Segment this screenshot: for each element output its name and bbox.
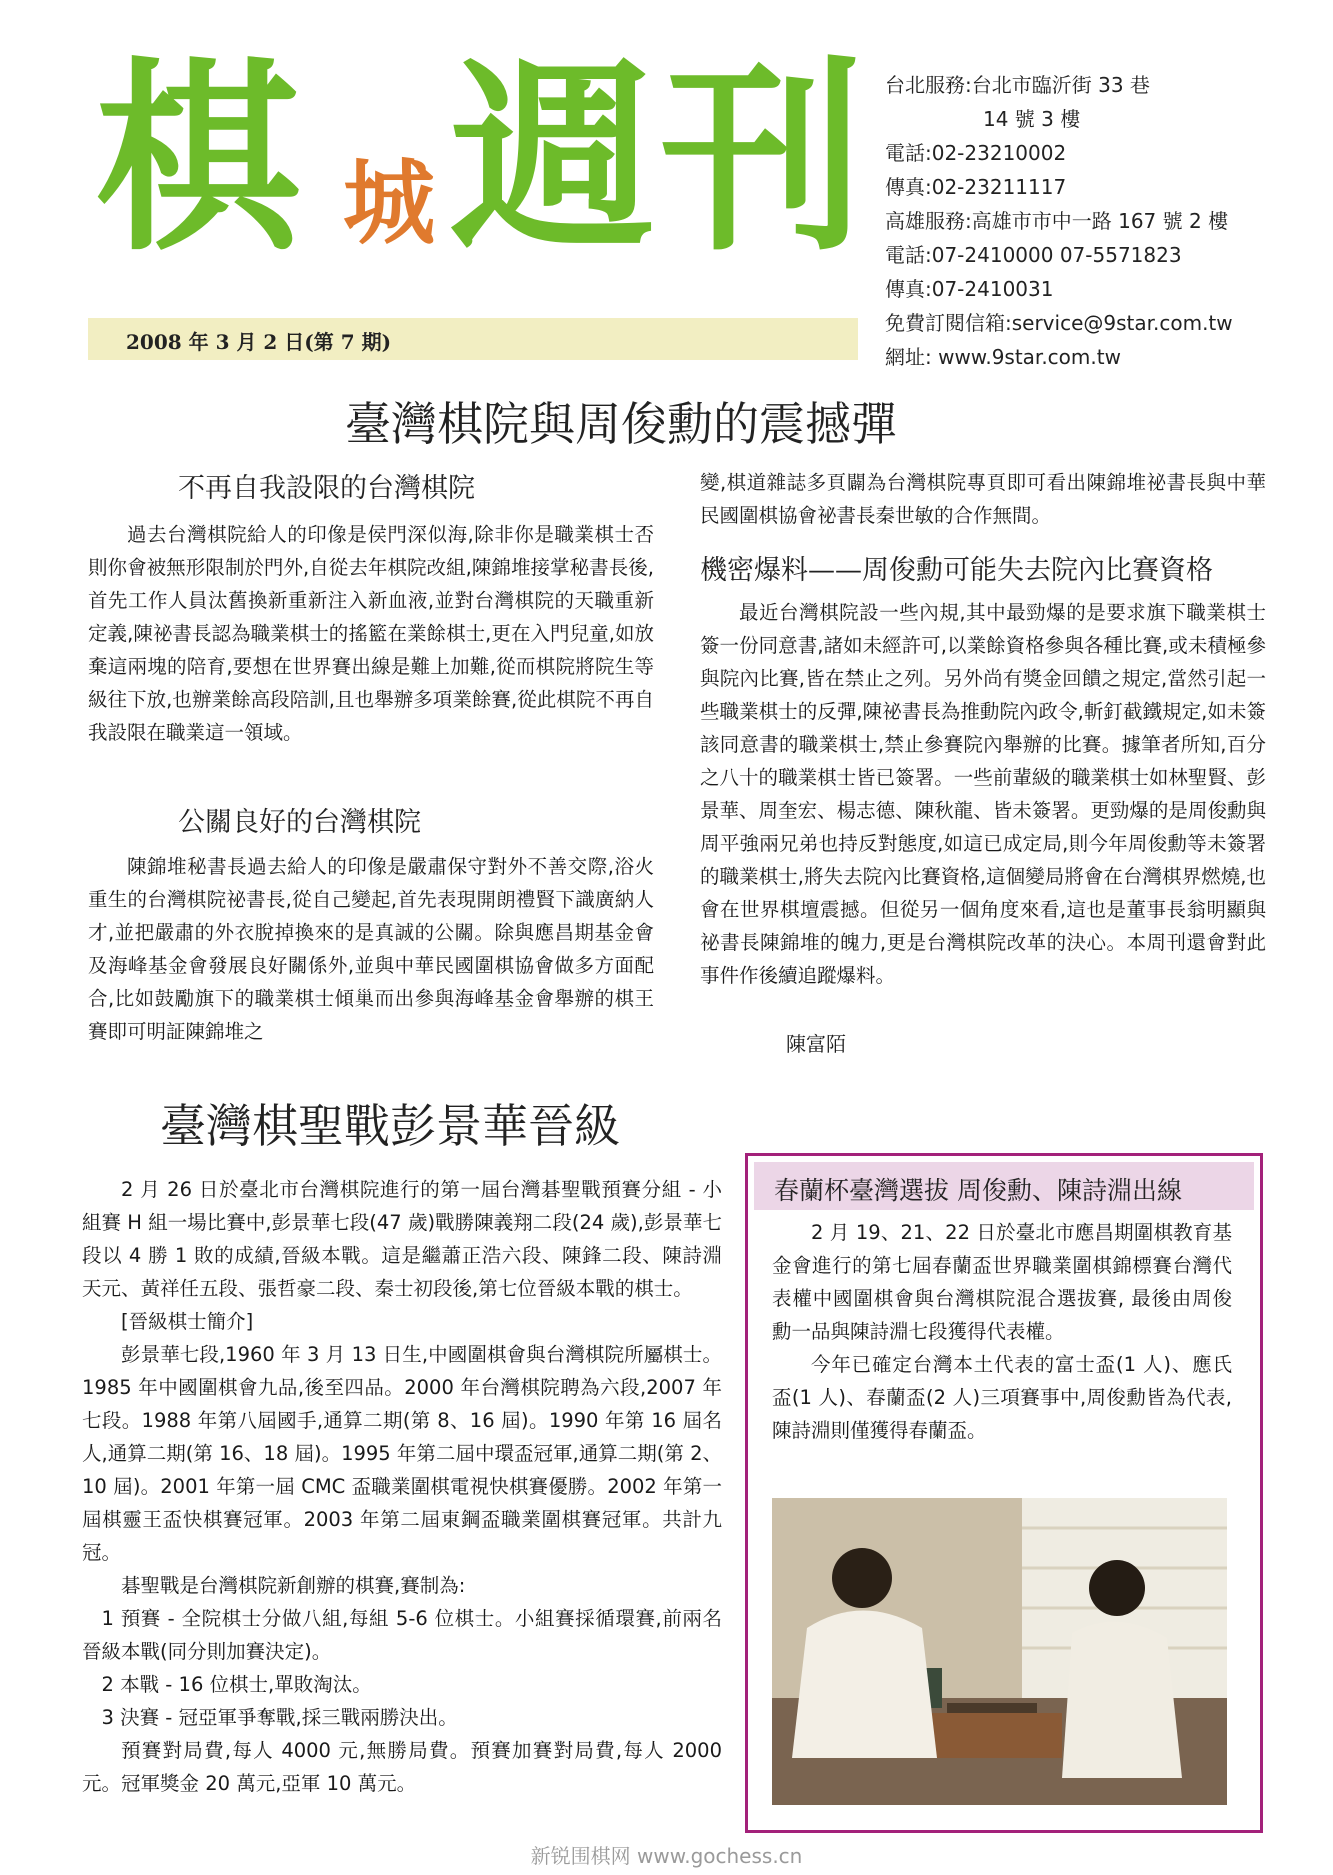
sidebar-box [745,1153,1263,1833]
contact-email[interactable]: 免費訂閱信箱:service@9star.com.tw [885,311,1233,335]
article1-col-right-a [700,466,1266,532]
article1-headline: 臺灣棋院與周俊勳的震撼彈 [345,397,897,451]
masthead-logo [95,41,865,298]
list-item: 3 決賽 - 冠亞軍爭奪戰,採三戰兩勝決出。 [101,1706,458,1729]
contact-line: 台北服務:台北市臨沂街 33 巷 [885,73,1150,97]
sidebar-title: 春蘭杯臺灣選拔 周俊勳、陳詩淵出線 [774,1176,1182,1205]
paragraph: 碁聖戰是台灣棋院新創辦的棋賽,賽制為: [121,1574,466,1597]
footer-watermark: 新锐围棋网 www.gochess.cn [530,1844,803,1868]
paragraph: 陳錦堆秘書長過去給人的印像是嚴肅保守對外不善交際,浴火重生的台灣棋院祕書長,從自己變起,首先表現開朗禮賢下識廣納人才,並把嚴肅的外衣脫掉換來的是真誠的公關。除與應昌期基金會及海峰基金會發展良好關係外,並與中華民國圍棋協會做多方面配合,比如鼓勵旗下的職業棋士傾巢而出參與海峰基金會舉辦的棋王賽即可明証陳錦堆之 [88,855,654,1043]
logo-char-1: 棋 [95,41,300,279]
issue-date: 2008 年 3 月 2 日(第 7 期) [126,330,392,354]
contact-line: 14 號 3 樓 [983,107,1081,131]
photo-illustration [772,1498,1227,1805]
paragraph: 今年已確定台灣本土代表的富士盃(1 人)、應氏盃(1 人)、春蘭盃(2 人)三項賽事中,周俊勳皆為代表,陳詩淵則僅獲得春蘭盃。 [772,1353,1232,1442]
paragraph: 變,棋道雜誌多頁闢為台灣棋院專頁即可看出陳錦堆祕書長與中華民國圍棋協會祕書長秦世敏的合作無間。 [700,471,1266,527]
sidebar-body [772,1216,1232,1447]
article1-subhead-3: 機密爆料——周俊勳可能失去院內比賽資格 [700,555,1213,586]
logo-char-3: 週 [450,41,655,279]
intro-label: [晉級棋士簡介] [121,1310,254,1333]
article1-col-right-b [700,596,1266,992]
list-item: 2 本戰 - 16 位棋士,單敗淘汰。 [101,1673,372,1696]
paragraph: 2 月 26 日於臺北市台灣棋院進行的第一屆台灣碁聖戰預賽分組 - 小組賽 H 組一場比賽中,彭景華七段(47 歲)戰勝陳義翔二段(24 歲),彭景華七段以 4 勝 1 敗的成績,晉級本戰。這是繼蕭正浩六段、陳鋒二段、陳詩淵天元、黃祥任五段、張哲豪二段、秦士初段後,第七位晉級本戰的棋士。 [82,1178,722,1300]
article1-col-left-a [88,518,654,749]
article2-headline: 臺灣棋聖戰彭景華晉級 [160,1099,620,1153]
paragraph: 過去台灣棋院給人的印像是侯門深似海,除非你是職業棋士否則你會被無形限制於門外,自從去年棋院改組,陳錦堆接掌秘書長後, 首先工作人員汰舊換新重新注入新血液,並對台灣棋院的天職重新定義,陳祕書長認為職業棋士的搖籃在業餘棋士,更在入門兒童,如放棄這兩塊的陪育,要想在世界賽出線是難上加難,從而棋院將院生等級往下放,也辦業餘高段陪訓,且也舉辦多項業餘賽,從此棋院不再自我設限在職業這一領域。 [88,523,654,744]
contact-line: 高雄服務:高雄市市中一路 167 號 2 樓 [885,209,1229,233]
contact-website[interactable]: 網址: www.9star.com.tw [885,345,1121,369]
article1-col-left-b [88,850,654,1048]
go-match-photo [772,1498,1227,1805]
contact-info [885,68,1325,374]
paragraph: 最近台灣棋院設一些內規,其中最勁爆的是要求旗下職業棋士簽一份同意書,諸如未經許可,以業餘資格參與各種比賽,或未積極參與院內比賽,皆在禁止之列。另外尚有獎金回饋之規定,當然引起一些職業棋士的反彈,陳祕書長為推動院內政令,斬釘截鐵規定,如未簽該同意書的職業棋士,禁止參賽院內舉辦的比賽。據筆者所知,百分之八十的職業棋士皆已簽署。一些前輩級的職業棋士如林聖賢、彭景華、周奎宏、楊志德、陳秋龍、皆未簽署。更勁爆的是周俊勳與周平強兩兄弟也持反對態度,如這已成定局,則今年周俊勳等未簽署的職業棋士,將失去院內比賽資格,這個變局將會在台灣棋界燃燒,也會在世界棋壇震撼。但從另一個角度來看,這也是董事長翁明顯與祕書長陳錦堆的魄力,更是台灣棋院改革的決心。本周刊還會對此事件作後續追蹤爆料。 [700,601,1266,987]
paragraph: 2 月 19、21、22 日於臺北市應昌期圍棋教育基金會進行的第七屆春蘭盃世界職業圍棋錦標賽台灣代表權中國圍棋會與台灣棋院混合選拔賽, 最後由周俊勳一品與陳詩淵七段獲得代表權。 [772,1221,1232,1343]
article1-subhead-2: 公關良好的台灣棋院 [178,807,421,838]
logo-char-2: 城 [343,150,436,257]
paragraph: 彭景華七段,1960 年 3 月 13 日生,中國圍棋會與台灣棋院所屬棋士。1985 年中國圍棋會九品,後至四品。2000 年台灣棋院聘為六段,2007 年七段。1988 年第八屆國手,通算二期(第 8、16 屆)。1990 年第 16 屆名人,通算二期(第 16、18 屆)。1995 年第二屆中環盃冠軍,通算二期(第 2、10 屆)。2001 年第一屆 CMC 盃職業圍棋電視快棋賽優勝。2002 年第一屆棋靈王盃快棋賽冠軍。2003 年第二屆東鋼盃職業圍棋賽冠軍。共計九冠。 [82,1343,722,1564]
article1-author: 陳富陌 [786,1032,846,1056]
contact-line: 傳真:07-2410031 [885,277,1054,301]
issue-date-band [88,318,858,360]
article2-body [82,1173,722,1800]
article1-subhead-1: 不再自我設限的台灣棋院 [178,473,475,504]
paragraph: 預賽對局費,每人 4000 元,無勝局費。預賽加賽對局費,每人 2000 元。冠軍獎金 20 萬元,亞軍 10 萬元。 [82,1739,722,1795]
sidebar-title-bar [754,1162,1254,1210]
contact-line: 電話:07-2410000 07-5571823 [885,243,1182,267]
contact-line: 傳真:02-23211117 [885,175,1067,199]
list-item: 1 預賽 - 全院棋士分做八組,每組 5-6 位棋士。小組賽採循環賽,前兩名晉級本戰(同分則加賽決定)。 [82,1607,722,1663]
contact-line: 電話:02-23210002 [885,141,1067,165]
logo-char-4: 刊 [660,41,865,279]
